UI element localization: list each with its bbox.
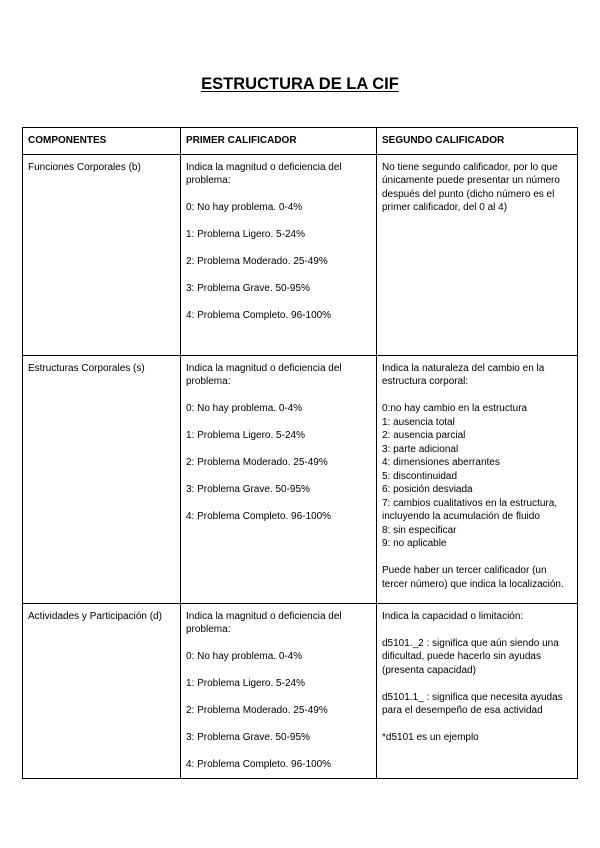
component-name: Funciones Corporales (b) (28, 161, 141, 173)
header-segundo-calificador: SEGUNDO CALIFICADOR (377, 128, 578, 155)
second-qualifier-cell (377, 355, 578, 603)
qualifier-level: 1: Problema Ligero. 5-24% (186, 229, 305, 240)
structure-change-item: 2: ausencia parcial (382, 430, 466, 441)
second-qualifier-cell (377, 154, 578, 355)
structure-change-item: 9: no aplicable (382, 538, 447, 549)
header-primer-calificador: PRIMER CALIFICADOR (181, 128, 377, 155)
table-row (23, 154, 578, 355)
qualifier-level: 4: Problema Completo. 96-100% (186, 759, 332, 770)
structure-change-item: 4: dimensiones aberrantes (382, 457, 500, 468)
structure-change-item: 1: ausencia total (382, 416, 455, 428)
qualifier-intro: Indica la magnitud o deficiencia del problema: (186, 610, 342, 635)
qualifier-level: 2: Problema Moderado. 25-49% (186, 457, 328, 468)
structure-change-item: 3: parte adicional (382, 443, 459, 455)
table-row (23, 355, 578, 603)
component-cell (23, 603, 181, 778)
structure-change-item: 5: discontinuidad (382, 470, 458, 482)
qualifier-level: 3: Problema Grave. 50-95% (186, 732, 310, 743)
qualifier-example: d5101.1_ : significa que necesita ayudas para el desempeño de esa actividad (382, 691, 563, 716)
table-row (23, 603, 578, 778)
document-title-text: ESTRUCTURA DE LA CIF (201, 75, 399, 93)
second-qualifier-text: No tiene segundo calificador, por lo que únicamente puede presentar un número después del punto (dicho número es el primer calificador, del 0 al 4) (382, 161, 560, 213)
table-header-row (23, 128, 578, 155)
structure-change-item: 8: sin especificar (382, 524, 457, 536)
qualifier-level: 3: Problema Grave. 50-95% (186, 484, 310, 495)
first-qualifier-cell (181, 603, 377, 778)
structure-change-item: 6: posición desviada (382, 484, 473, 495)
first-qualifier-cell (181, 154, 377, 355)
qualifier-level: 0: No hay problema. 0-4% (186, 403, 303, 414)
qualifier-level: 1: Problema Ligero. 5-24% (186, 678, 305, 689)
qualifier-level: 4: Problema Completo. 96-100% (186, 310, 332, 321)
structure-change-item: 0:no hay cambio en la estructura (382, 403, 528, 414)
document-title (0, 75, 600, 94)
component-name: Estructuras Corporales (s) (28, 362, 145, 374)
second-qualifier-cell (377, 603, 578, 778)
qualifier-intro: Indica la magnitud o deficiencia del problema: (186, 362, 342, 387)
third-qualifier-note: Puede haber un tercer calificador (un tercer número) que indica la localización. (382, 565, 564, 590)
second-qualifier-intro: Indica la capacidad o limitación: (382, 610, 524, 622)
qualifier-level: 2: Problema Moderado. 25-49% (186, 256, 328, 267)
second-qualifier-intro: Indica la naturaleza del cambio en la estructura corporal: (382, 362, 545, 387)
qualifier-level: 2: Problema Moderado. 25-49% (186, 705, 328, 716)
qualifier-level: 4: Problema Completo. 96-100% (186, 511, 332, 522)
qualifier-level: 0: No hay problema. 0-4% (186, 651, 303, 662)
component-cell (23, 355, 181, 603)
qualifier-level: 3: Problema Grave. 50-95% (186, 283, 310, 294)
header-componentes: COMPONENTES (23, 128, 181, 155)
cif-structure-table (22, 127, 578, 779)
structure-change-item: 7: cambios cualitativos en la estructura, incluyendo la acumulación de fluido (382, 497, 558, 522)
qualifier-level: 0: No hay problema. 0-4% (186, 202, 303, 213)
qualifier-intro: Indica la magnitud o deficiencia del problema: (186, 161, 342, 186)
example-footnote: *d5101 es un ejemplo (382, 732, 479, 743)
qualifier-level: 1: Problema Ligero. 5-24% (186, 430, 305, 441)
first-qualifier-cell (181, 355, 377, 603)
component-cell (23, 154, 181, 355)
qualifier-example: d5101._2 : significa que aún siendo una dificultad, puede hacerlo sin ayudas (presenta capacidad) (382, 637, 559, 676)
component-name: Actividades y Participación (d) (28, 610, 162, 622)
